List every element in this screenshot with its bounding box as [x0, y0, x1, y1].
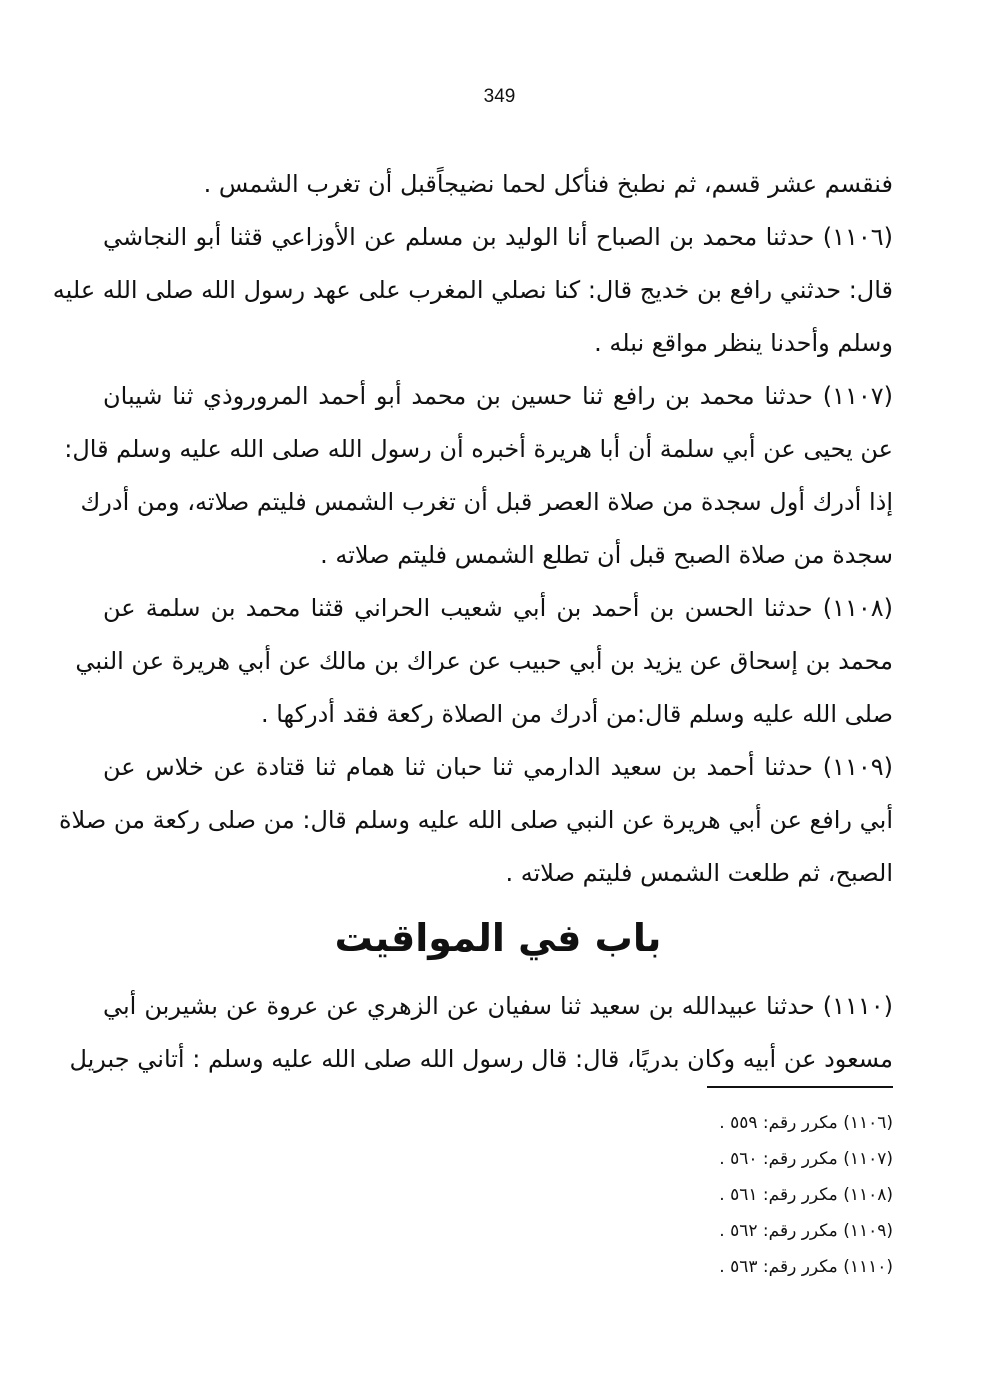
- text-line: (١١٠٨) حدثنا الحسن بن أحمد بن أبي شعيب الحراني قثنا محمد بن سلمة عن: [103, 594, 893, 622]
- text-line: أبي رافع عن أبي هريرة عن النبي صلى الله عليه وسلم قال: من صلى ركعة من صلاة: [58, 806, 893, 834]
- text-line: الصبح، ثم طلعت الشمس فليتم صلاته .: [505, 859, 893, 887]
- text-line: (١١٠٩) حدثنا أحمد بن سعيد الدارمي ثنا حبان ثنا همام ثنا قتادة عن خلاس عن: [103, 753, 893, 781]
- footnote: (١١١٠) مكرر رقم: ٥٦٣ .: [719, 1257, 893, 1277]
- footnotes: [493, 1105, 893, 1285]
- text-line: عن يحيى عن أبي سلمة أن أبا هريرة أخبره أن رسول الله صلى الله عليه وسلم قال:: [64, 435, 893, 463]
- text-line: (١١١٠) حدثنا عبيدالله بن سعيد ثنا سفيان عن الزهري عن عروة عن بشيربن أبي: [103, 992, 893, 1020]
- text-line: قال: حدثني رافع بن خديج قال: كنا نصلي المغرب على عهد رسول الله صلى الله عليه: [52, 276, 893, 304]
- text-line: صلى الله عليه وسلم قال:من أدرك من الصلاة ركعة فقد أدركها .: [260, 700, 893, 728]
- page-number: 349: [483, 86, 516, 107]
- text-line: وسلم وأحدنا ينظر مواقع نبله .: [594, 329, 893, 357]
- footnote: (١١٠٩) مكرر رقم: ٥٦٢ .: [719, 1221, 893, 1241]
- text-line: فنقسم عشر قسم، ثم نطبخ فنأكل لحما نضيجاًقبل أن تغرب الشمس .: [203, 170, 893, 198]
- text-line: مسعود عن أبيه وكان بدريًا، قال: قال رسول الله صلى الله عليه وسلم : أتاني جبريل: [69, 1045, 893, 1073]
- footnote: (١١٠٦) مكرر رقم: ٥٥٩ .: [719, 1113, 893, 1133]
- text-line: محمد بن إسحاق عن يزيد بن أبي حبيب عن عراك بن مالك عن أبي هريرة عن النبي: [75, 647, 893, 675]
- main-text: [52, 158, 893, 1086]
- text-line: إذا أدرك أول سجدة من صلاة العصر قبل أن تغرب الشمس فليتم صلاته، ومن أدرك: [80, 488, 893, 516]
- footnote: (١١٠٨) مكرر رقم: ٥٦١ .: [719, 1185, 893, 1205]
- section-heading: باب في المواقيت: [334, 916, 662, 960]
- text-line: (١١٠٦) حدثنا محمد بن الصباح أنا الوليد بن مسلم عن الأوزاعي قثنا أبو النجاشي: [103, 223, 893, 251]
- text-line: سجدة من صلاة الصبح قبل أن تطلع الشمس فليتم صلاته .: [320, 541, 893, 569]
- footnote-divider: [707, 1086, 893, 1088]
- footnote: (١١٠٧) مكرر رقم: ٥٦٠ .: [719, 1149, 893, 1169]
- text-line: (١١٠٧) حدثنا محمد بن رافع ثنا حسين بن محمد أبو أحمد المروروذي ثنا شيبان: [103, 382, 893, 410]
